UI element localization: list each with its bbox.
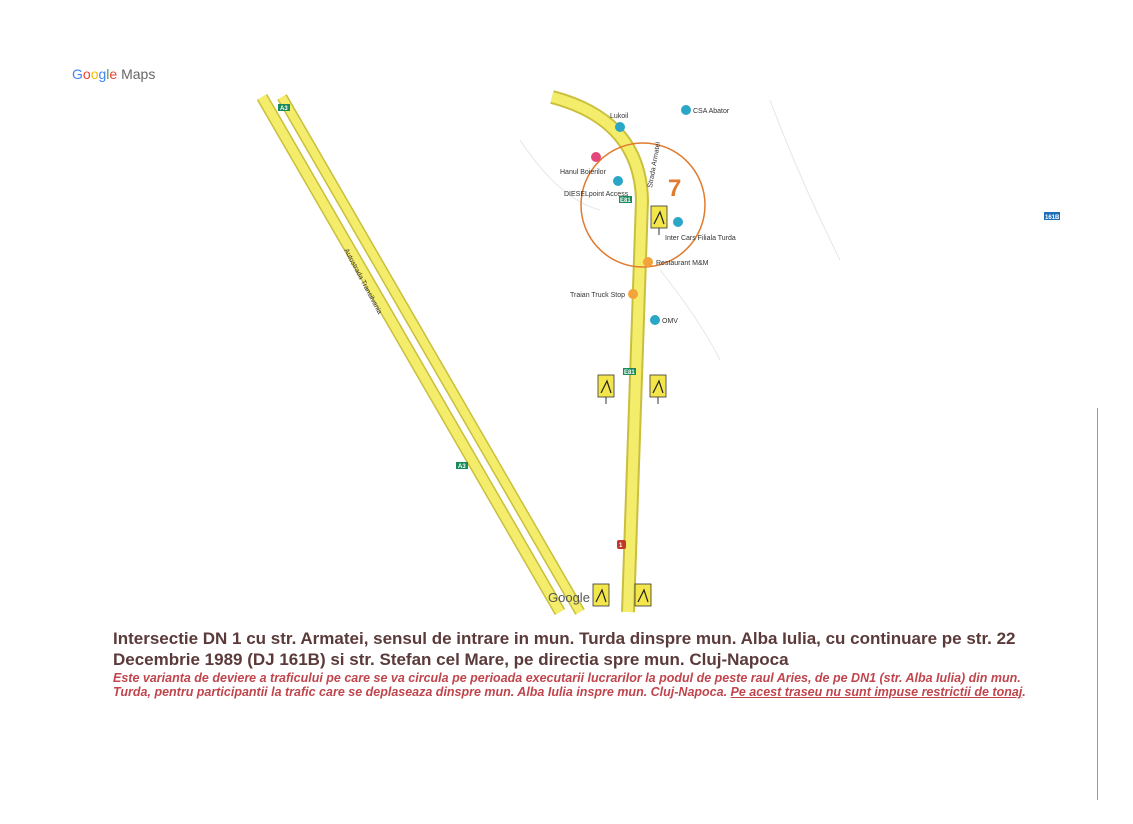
page-edge-line [1097,408,1098,800]
detour-sign-icon [635,584,651,606]
detour-sign-icon [598,375,614,404]
svg-text:Restaurant M&M: Restaurant M&M [656,260,709,267]
svg-text:CSA Abator: CSA Abator [693,108,730,115]
svg-text:161B: 161B [1045,215,1060,221]
poi-traian-truck-stop[interactable] [570,289,638,299]
svg-text:Hanul Boierilor: Hanul Boierilor [560,169,606,176]
caption [113,628,1033,699]
terrain-lines [520,100,840,360]
svg-text:A3: A3 [280,106,288,112]
caption-note-main: Este varianta de deviere a traficului pe care se va circula pe perioada executarii lucrarilor la podul de peste raul Aries, de pe DN1 (str. Alba Iulia) din mun. Turda, pentru participantii la trafic care se deplaseaza dinspre mun. Alba Iulia inspre mun. Cluj-Napoca. [113,671,1021,699]
svg-text:Traian Truck Stop: Traian Truck Stop [570,292,625,299]
poi-hanul-boierilor[interactable] [560,152,607,176]
svg-text:A3: A3 [458,464,466,470]
caption-title: Intersectie DN 1 cu str. Armatei, sensul de intrare in mun. Turda dinspre mun. Alba Iulia, cu continuare pe str. 22 Decembrie 1989 (DJ 161B) si str. Stefan cel Mare, pe directia spre mun. Cluj-Napoca [113,629,1016,669]
road-badge-e81-mid [623,368,636,376]
caption-note [113,671,1033,699]
detour-sign-icon [650,375,666,404]
detour-sign-icon [593,584,609,606]
road-badge-a3-bottom [456,462,468,470]
poi-csa-abator[interactable] [681,105,730,115]
poi-dieselpoint[interactable] [564,176,629,198]
street-label-autostrada: Autostrada Transilvania [342,247,383,316]
svg-text:OMV: OMV [662,318,678,325]
intersection-number: 7 [668,175,682,202]
svg-text:E81: E81 [620,198,631,204]
svg-text:Inter Cars Filiala Turda: Inter Cars Filiala Turda [665,235,736,242]
google-wordmark: Google [72,66,118,82]
road-badge-dj161 [1044,212,1060,221]
svg-text:1: 1 [619,543,623,549]
poi-omv[interactable] [650,315,678,325]
street-label-armatei: Strada Armatei [647,141,663,189]
detour-sign-icon [651,206,667,235]
road-badge-a3-top [278,104,290,112]
caption-note-underlined: Pe acest traseu nu sunt impuse restrictii de tonaj [730,685,1023,699]
maps-wordmark: Maps [121,66,156,82]
svg-text:Lukoil: Lukoil [610,113,629,120]
road-badge-dn1 [617,540,626,549]
caption-note-end: . [1022,685,1026,699]
svg-text:DIESELpoint Access: DIESELpoint Access [564,191,629,198]
highway-a3 [262,97,580,612]
svg-text:E81: E81 [624,370,635,376]
google-watermark: Google [548,590,590,605]
